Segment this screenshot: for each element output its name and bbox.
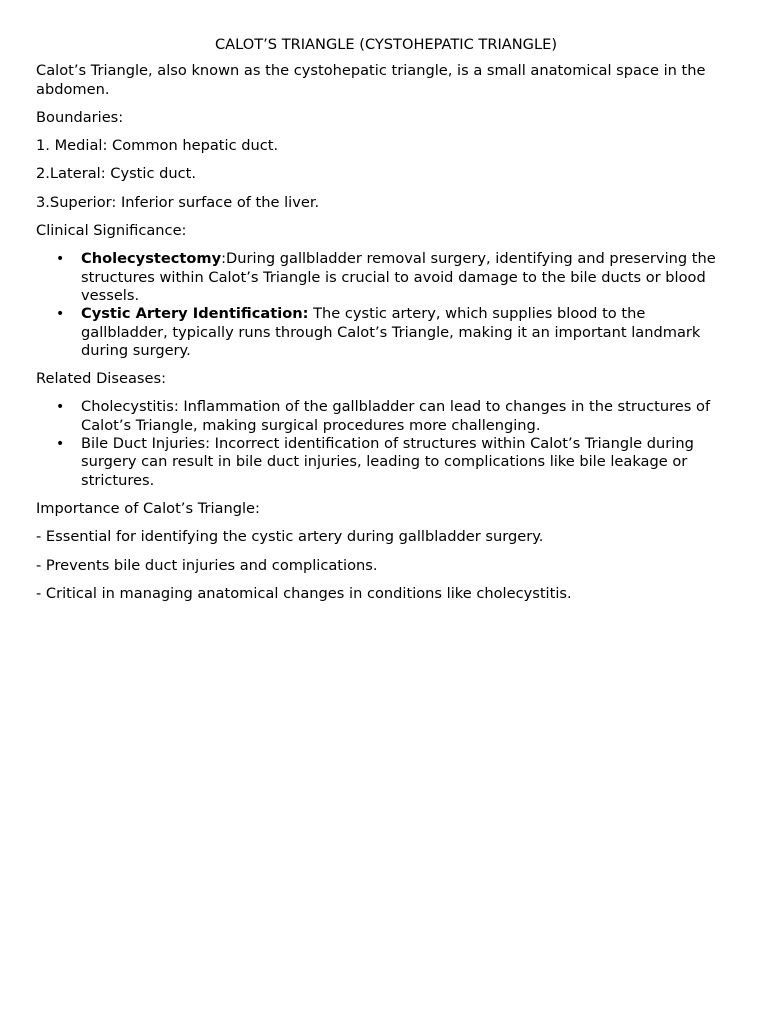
clinical-term: Cholecystectomy [81,250,222,268]
clinical-list [36,250,736,360]
clinical-text: :During gallbladder removal surgery, identifying and preserving the structures within Calot’s Triangle is crucial to avoid damage to the bile ducts or blood vessels. [81,250,716,304]
diseases-heading: Related Diseases: [36,370,166,388]
bullet-icon: • [56,306,65,323]
disease-text: Cholecystitis: Inflammation of the gallbladder can lead to changes in the structures of Calot’s Triangle, making surgical procedures more challenging. [81,398,711,434]
clinical-heading: Clinical Significance: [36,222,187,240]
bullet-icon: • [56,251,65,268]
disease-list-item [36,435,736,490]
diseases-list [36,398,736,489]
clinical-list-item [36,250,736,305]
disease-list-item [36,398,736,435]
bullet-icon: • [56,399,65,416]
clinical-term: Cystic Artery Identification: [81,305,309,323]
boundary-item: 1. Medial: Common hepatic duct. [36,137,279,155]
boundary-item: 2.Lateral: Cystic duct. [36,165,197,183]
disease-text: Bile Duct Injuries: Incorrect identification of structures within Calot’s Triangle during surgery can result in bile duct injuries, leading to complications like bile leakage or strictures. [81,435,694,489]
clinical-text: The cystic artery, which supplies blood to the gallbladder, typically runs through Calot’s Triangle, making it an important landmark during surgery. [81,305,701,359]
document-page [36,36,736,613]
clinical-list-item [36,305,736,360]
importance-item: - Critical in managing anatomical changes in conditions like cholecystitis. [36,584,572,602]
importance-item: - Essential for identifying the cystic artery during gallbladder surgery. [36,528,544,546]
importance-heading: Importance of Calot’s Triangle: [36,499,260,517]
bullet-icon: • [56,436,65,453]
boundaries-heading: Boundaries: [36,108,124,126]
intro-paragraph: Calot’s Triangle, also known as the cystohepatic triangle, is a small anatomical space in the abdomen. [36,62,706,98]
boundary-item: 3.Superior: Inferior surface of the liver. [36,193,320,211]
document-title: CALOT’S TRIANGLE (CYSTOHEPATIC TRIANGLE) [214,36,558,53]
importance-item: - Prevents bile duct injuries and complications. [36,556,378,574]
